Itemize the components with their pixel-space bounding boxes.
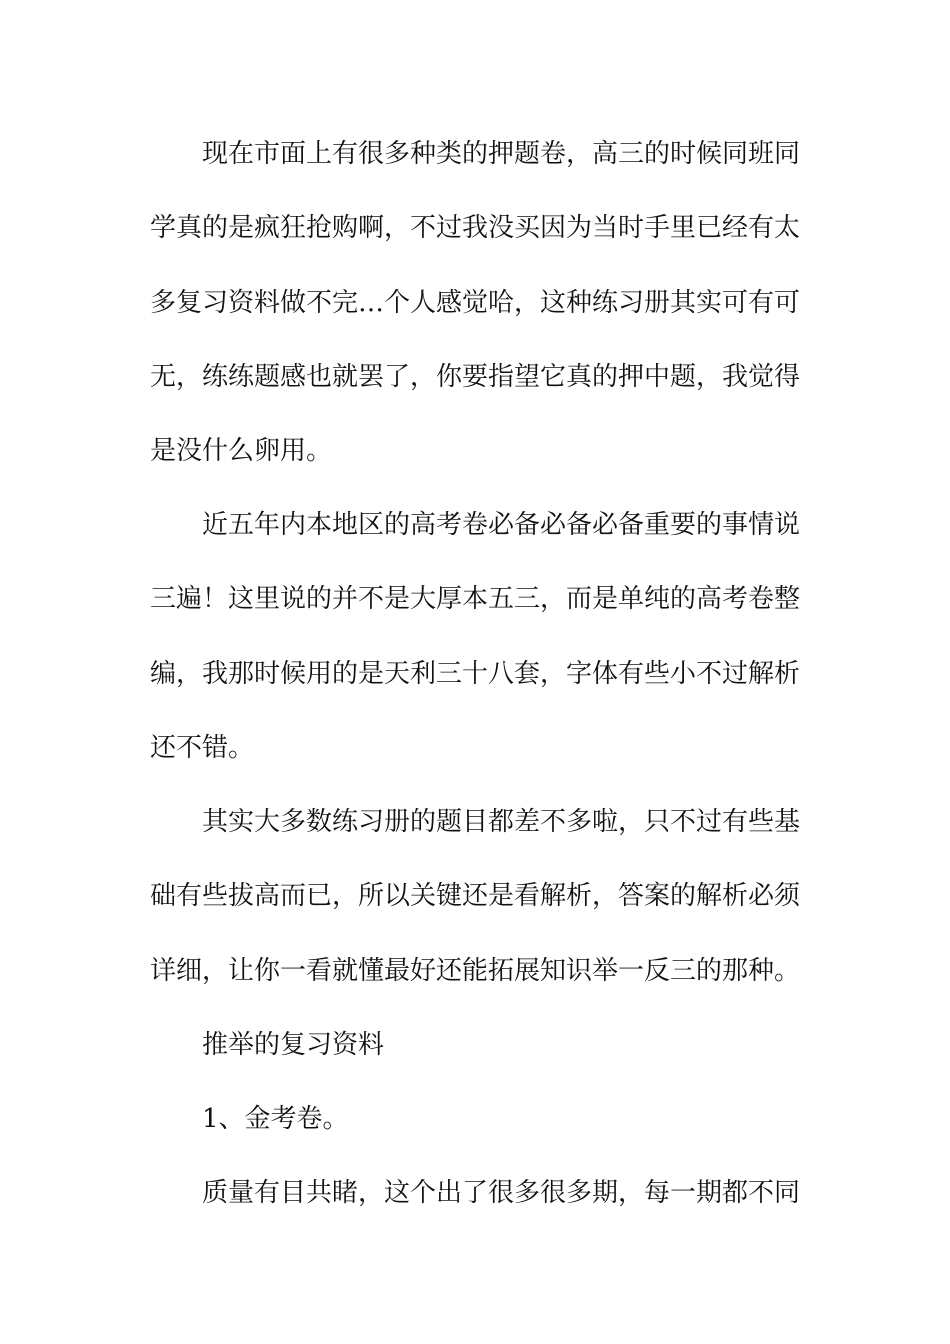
paragraph-4-line-1: 质量有目共睹，这个出了很多很多期，每一期都不同 xyxy=(202,1178,800,1208)
section-heading: 推举的复习资料 xyxy=(202,1030,385,1060)
paragraph-3-line-3: 详细，让你一看就懂最好还能拓展知识举一反三的那种。 xyxy=(150,956,800,986)
paragraph-2-line-4: 还不错。 xyxy=(150,733,255,763)
paragraph-3-line-1: 其实大多数练习册的题目都差不多啦，只不过有些基 xyxy=(202,807,800,837)
paragraph-2-line-2: 三遍！这里说的并不是大厚本五三，而是单纯的高考卷整 xyxy=(150,584,800,614)
paragraph-1-line-3: 多复习资料做不完…个人感觉哈，这种练习册其实可有可 xyxy=(150,288,800,318)
list-item-1: 1、金考卷。 xyxy=(202,1104,349,1134)
paragraph-2-line-1: 近五年内本地区的高考卷必备必备必备重要的事情说 xyxy=(202,510,800,540)
paragraph-1-line-1: 现在市面上有很多种类的押题卷，高三的时候同班同 xyxy=(202,139,800,169)
paragraph-3-line-2: 础有些拔高而已，所以关键还是看解析，答案的解析必须 xyxy=(150,881,800,911)
paragraph-1-line-4: 无，练练题感也就罢了，你要指望它真的押中题，我觉得 xyxy=(150,362,800,392)
paragraph-2-line-3: 编，我那时候用的是天利三十八套，字体有些小不过解析 xyxy=(150,659,800,689)
paragraph-1-line-2: 学真的是疯狂抢购啊，不过我没买因为当时手里已经有太 xyxy=(150,213,800,243)
paragraph-1-line-5: 是没什么卵用。 xyxy=(150,436,333,466)
